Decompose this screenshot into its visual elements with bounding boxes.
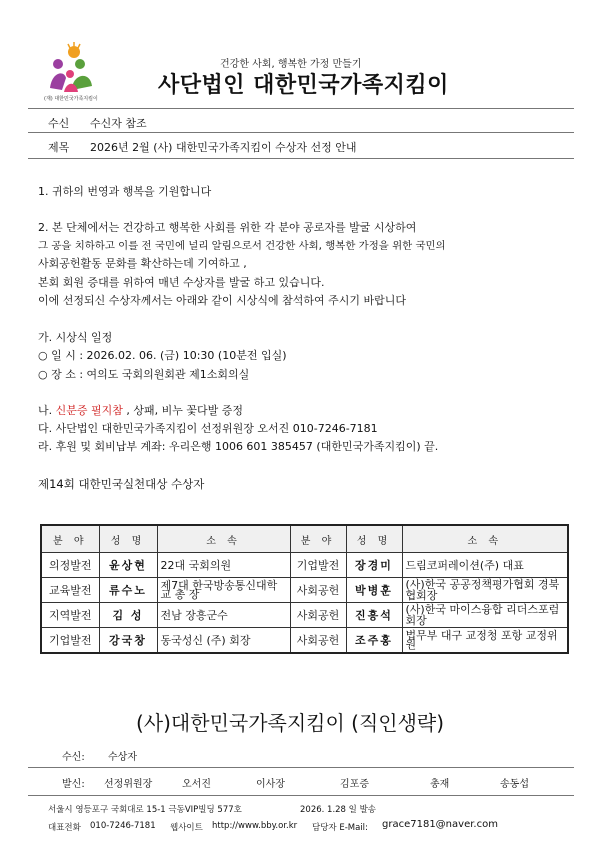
ceremony-date: ○ 일 시 : 2026.02. 06. (금) 10:30 (10분전 입실) <box>38 349 287 362</box>
table-header-row <box>41 525 568 553</box>
affiliation-cell: 22대 국회의원 <box>157 553 290 578</box>
field-cell: 사회공헌 <box>290 603 346 628</box>
item-da: 다. 사단법인 대한민국가족지킴이 선정위원장 오서진 010-7246-7181 <box>38 422 378 435</box>
paragraph-2-line-1: 2. 본 단체에서는 건강하고 행복한 사회를 위한 각 분야 공로자를 발굴 시상하여 <box>38 221 417 234</box>
paragraph-2-line-3: 사회공헌활동 문화를 확산하는데 기여하고 , <box>38 257 247 270</box>
field-cell: 교육발전 <box>41 578 99 603</box>
paragraph-2-line-2: 그 공을 치하하고 이를 전 국민에 널리 알림으로서 건강한 사회, 행복한 가정을 위한 국민의 <box>38 240 446 252</box>
affiliation-cell: 드림코퍼레이션(주) 대표 <box>402 553 568 578</box>
phone-number: 010-7246-7181 <box>90 821 156 831</box>
affiliation-cell: (사)한국 공공정책평가협회 경북 협회장 <box>402 578 568 603</box>
table-row <box>41 603 568 628</box>
chair-label: 이사장 <box>256 779 285 790</box>
name-cell: 윤상현 <box>99 553 157 578</box>
award-section-title: 제14회 대한민국실천대상 수상자 <box>38 477 205 491</box>
phone-label: 대표전화 <box>48 823 81 833</box>
recipient-value: 수신자 참조 <box>90 117 147 130</box>
secretary-name: 송동섭 <box>500 779 529 790</box>
subject-label: 제목 <box>48 141 70 154</box>
paragraph-2-line-4: 본회 회원 증대를 위하여 매년 수상자를 발굴 하고 있습니다. <box>38 276 325 289</box>
field-cell: 사회공헌 <box>290 628 346 654</box>
table-row <box>41 578 568 603</box>
field-cell: 의정발전 <box>41 553 99 578</box>
address: 서울시 영등포구 국회대로 15-1 극동VIP빌딩 577호 <box>48 805 242 815</box>
affiliation-cell: 법무부 대구 교정청 포항 교정위원 <box>402 628 568 654</box>
recipient-label: 수신 <box>48 117 70 130</box>
affiliation-cell: 제7대 한국방송통신대학교 총 장 <box>157 578 290 603</box>
name-cell: 진흥석 <box>346 603 402 628</box>
item-na <box>38 402 243 418</box>
name-cell: 김 성 <box>99 603 157 628</box>
field-cell: 기업발전 <box>290 553 346 578</box>
header-cell: 분 야 <box>41 525 99 553</box>
closing-recipient-value: 수상자 <box>108 752 137 763</box>
affiliation-cell: 동국성신 (주) 회장 <box>157 628 290 654</box>
divider <box>28 158 574 159</box>
divider <box>28 132 574 133</box>
chair-name: 김포증 <box>340 779 369 790</box>
item-na-rest: , 상패, 비누 꽃다발 증정 <box>126 404 244 417</box>
name-cell: 류수노 <box>99 578 157 603</box>
closing-organization-title: (사)대한민국가족지킴이 (직인생략) <box>136 711 445 735</box>
id-required-highlight: 신분증 필지참 <box>55 404 123 417</box>
awards-table <box>40 524 569 654</box>
sender-role: 선정위원장 <box>104 779 153 790</box>
header-cell: 성 명 <box>99 525 157 553</box>
header-cell: 분 야 <box>290 525 346 553</box>
name-cell: 조주홍 <box>346 628 402 654</box>
affiliation-cell: 전남 장흥군수 <box>157 603 290 628</box>
header-cell: 성 명 <box>346 525 402 553</box>
item-ga: 가. 시상식 일정 <box>38 331 113 344</box>
sender-name: 오서진 <box>182 779 211 790</box>
name-cell: 장경미 <box>346 553 402 578</box>
ceremony-place: ○ 장 소 : 여의도 국회의원회관 제1소회의실 <box>38 368 250 381</box>
paragraph-1: 1. 귀하의 번영과 행복을 기원합니다 <box>38 185 212 198</box>
header-cell: 소 속 <box>157 525 290 553</box>
table-row <box>41 553 568 578</box>
table-row <box>41 628 568 654</box>
field-cell: 지역발전 <box>41 603 99 628</box>
divider <box>28 108 574 109</box>
website-label: 웹사이트 <box>170 823 203 833</box>
affiliation-cell: (사)한국 마이스융합 리더스포럼 회장 <box>402 603 568 628</box>
field-cell: 기업발전 <box>41 628 99 654</box>
email-link[interactable]: grace7181@naver.com <box>382 819 498 830</box>
paragraph-2-line-5: 이에 선정되신 수상자께서는 아래와 같이 시상식에 참석하여 주시기 바랍니다 <box>38 294 407 307</box>
secretary-label: 총재 <box>430 779 450 790</box>
field-cell: 사회공헌 <box>290 578 346 603</box>
name-cell: 강국창 <box>99 628 157 654</box>
send-date: 2026. 1.28 일 발송 <box>300 805 376 815</box>
contact-label: 담당자 E-Mail: <box>312 823 368 833</box>
website-link[interactable]: http://www.bby.or.kr <box>212 821 298 831</box>
sender-label: 발신: <box>62 779 85 790</box>
organization-title: 사단법인 대한민국가족지킴이 <box>158 73 449 98</box>
item-ra: 라. 후원 및 회비납부 계좌: 우리은행 1006 601 385457 (대한민국가족지킴이) 끝. <box>38 440 439 453</box>
subject-value: 2026년 2월 (사) 대한민국가족지킴이 수상자 선정 안내 <box>90 141 357 154</box>
slogan: 건강한 사회, 행복한 가정 만들기 <box>220 59 362 70</box>
name-cell: 박병훈 <box>346 578 402 603</box>
divider <box>28 795 574 796</box>
closing-recipient-label: 수신: <box>62 752 85 763</box>
header-cell: 소 속 <box>402 525 568 553</box>
logo-caption: (재) 대한민국가족지킴이 <box>44 96 98 102</box>
divider <box>28 767 574 768</box>
item-na-prefix: 나. <box>38 404 53 417</box>
